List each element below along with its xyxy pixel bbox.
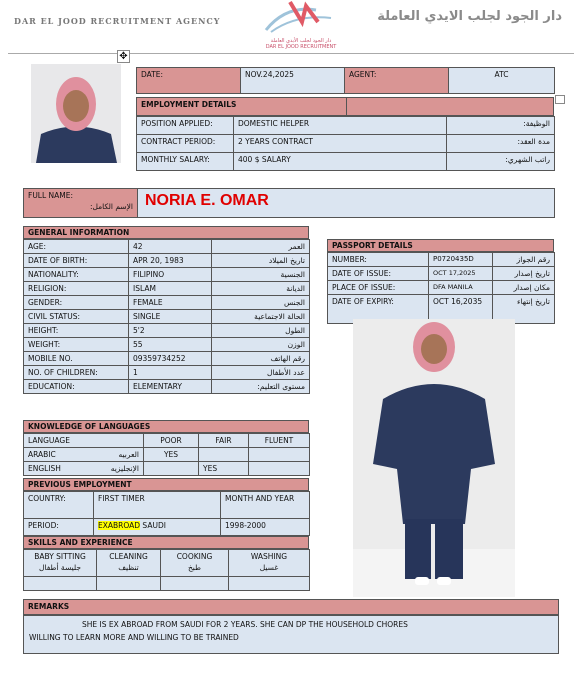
table-row: MONTHLY SALARY: 400 $ SALARY راتب الشهري: [137,153,555,171]
logo-mark-icon [256,0,346,36]
agent-value: ATC [449,68,555,94]
top-info-table [136,67,555,94]
employment-table [136,116,555,171]
previous-employment-header: PREVIOUS EMPLOYMENT [23,478,309,491]
table-row: DATE OF BIRTH: APR 20, 1983 تاريخ الميلاد [24,254,310,268]
general-info-table [23,239,310,394]
agency-name-ar: دار الجود لجلب الايدي العاملة [377,9,562,24]
header-divider [8,53,574,54]
table-row: DATE OF EXPIRY: OCT 16,2035 تاريخ إنتهاء [328,295,555,324]
table-row: AGE: 42 العمر [24,240,310,254]
skills-table [23,549,310,591]
table-row: ARABIC العربيه YES [24,448,310,462]
agency-name-en: DAR EL JOOD RECRUITMENT AGENCY [14,16,221,26]
employment-divider [346,97,347,116]
table-row: PERIOD: EXABROAD SAUDI 1998-2000 [24,519,310,536]
logo-text-ar: دار الجود لجلب الأيدي العاملة [270,38,332,44]
full-name-label: FULL NAME: [28,191,74,200]
table-row [24,577,310,591]
passport-header: PASSPORT DETAILS [327,239,554,252]
table-row: HEIGHT: 5'2 الطول [24,324,310,338]
employment-header: EMPLOYMENT DETAILS [136,97,554,116]
table-row: POSITION APPLIED: DOMESTIC HELPER الوظيفة: [137,117,555,135]
skills-header: SKILLS AND EXPERIENCE [23,536,309,549]
highlighted-text: EXABROAD [98,521,141,530]
agency-logo [256,0,346,50]
applicant-photo-portrait [31,64,121,163]
table-row: ENGLISH الإنجليزيه YES [24,462,310,476]
full-name-value: NORIA E. OMAR [145,192,269,209]
table-row: CONTRACT PERIOD: 2 YEARS CONTRACT مدة العقد: [137,135,555,153]
full-name-label-cell [24,189,138,217]
table-row: CIVIL STATUS: SINGLE الحالة الاجتماعية [24,310,310,324]
languages-table [23,433,310,476]
applicant-photo-full [353,319,515,597]
table-row: BABY SITTING جليسة أطفال CLEANING تنظيف COOKING طبخ WASHING غسيل [24,550,310,577]
move-handle-icon[interactable]: ✥ [117,50,130,63]
remarks-header: REMARKS [23,599,559,615]
previous-employment-table [23,491,310,536]
languages-columns: LANGUAGE POOR FAIR FLUENT [24,434,310,448]
languages-header: KNOWLEDGE OF LANGUAGES [23,420,309,433]
resize-handle[interactable] [555,95,565,104]
general-info-header: GENERAL INFORMATION [23,226,309,239]
table-row: EDUCATION: ELEMENTARY مستوى التعليم: [24,380,310,394]
date-value: NOV.24,2025 [241,68,345,94]
date-label: DATE: [137,68,241,94]
table-row: COUNTRY: FIRST TIMER MONTH AND YEAR [24,492,310,519]
table-row: NO. OF CHILDREN: 1 عدد الأطفال [24,366,310,380]
table-row: NATIONALITY: FILIPINO الجنسية [24,268,310,282]
table-row: PLACE OF ISSUE: DFA MANILA مكان إصدار [328,281,555,295]
full-name-row [23,188,555,218]
table-row: DATE OF ISSUE: OCT 17,2025 تاريخ إصدار [328,267,555,281]
table-row: WEIGHT: 55 الوزن [24,338,310,352]
agent-label: AGENT: [345,68,449,94]
table-row: GENDER: FEMALE الجنس [24,296,310,310]
table-row: NUMBER: P0720435D رقم الجواز [328,253,555,267]
table-row: RELIGION: ISLAM الديانة [24,282,310,296]
logo-text-en: DAR EL JOOD RECRUITMENT [265,44,337,50]
remarks-line-1: SHE IS EX ABROAD FROM SAUDI FOR 2 YEARS. SHE CAN DP THE HOUSEHOLD CHORES [82,620,408,629]
table-row: MOBILE NO. 09359734252 رقم الهاتف [24,352,310,366]
remarks-line-2: WILLING TO LEARN MORE AND WILLING TO BE TRAINED [29,633,239,642]
full-name-label-ar: الإسم الكامل: [89,202,133,211]
passport-table [327,252,555,324]
remarks-body [23,615,559,654]
